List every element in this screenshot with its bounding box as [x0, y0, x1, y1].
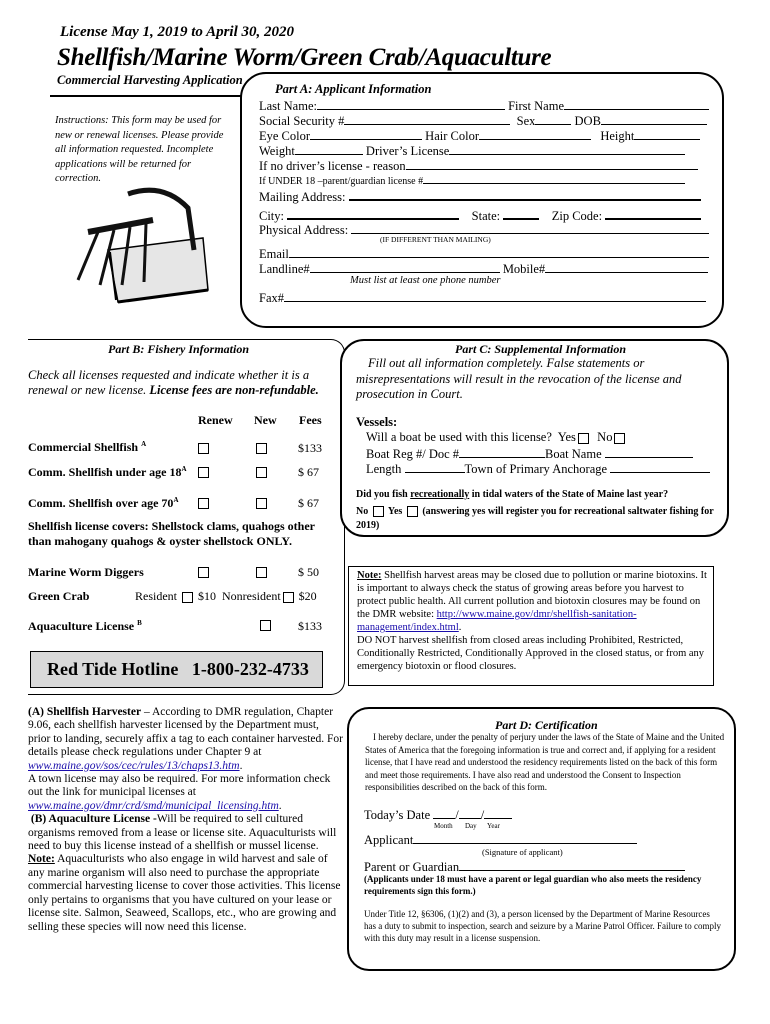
crab-resident-checkbox[interactable] — [182, 592, 193, 603]
eye-hair-row: Eye Color Hair Color Height — [259, 127, 700, 144]
boat-length-row: Length Town of Primary Anchorage — [366, 460, 710, 477]
boat-length-field[interactable] — [405, 460, 465, 473]
guardian-license-field[interactable] — [423, 173, 685, 184]
ssn-field[interactable] — [344, 112, 510, 125]
boat-reg-row: Boat Reg #/ Doc # Boat Name — [366, 445, 693, 462]
guardian-signature-row: Parent or Guardian — [364, 858, 685, 875]
fax-row: Fax# — [259, 289, 706, 306]
physical-row: Physical Address: — [259, 221, 709, 238]
mailing-row: Mailing Address: — [259, 187, 701, 205]
part-c-heading: Part C: Supplemental Information — [455, 342, 627, 356]
email-field[interactable] — [289, 245, 709, 258]
applicant-signature-row: Applicant — [364, 831, 637, 848]
part-b-heading: Part B: Fishery Information — [108, 342, 250, 356]
red-tide-hotline-box — [30, 651, 323, 688]
license-row-over70: Comm. Shellfish over age $70^A$ — [28, 496, 179, 510]
under18-fee: $ 67 — [298, 465, 319, 479]
weight-field[interactable] — [295, 142, 363, 155]
over70-renew-checkbox[interactable] — [198, 498, 209, 509]
aquaculture-fee: $133 — [298, 619, 322, 633]
chapter9-link[interactable]: www.maine.gov/sos/cec/rules/13/chaps13.htm — [28, 759, 240, 772]
license-row-commercial-shellfish: Commercial Shellfish $^A$ — [28, 440, 147, 454]
physical-address-field[interactable] — [351, 221, 709, 234]
municipal-licensing-link[interactable]: www.maine.gov/dmr/crd/smd/municipal_licensing.htm — [28, 799, 279, 812]
worm-fee: $ 50 — [298, 565, 319, 579]
guardian-signature-field[interactable] — [459, 858, 685, 871]
footnotes: (A) Shellfish Harvester – According to DMR regulation, Chapter 9.06, each shellfish harvester licensed by the Department must, prior to landing, securely affix a tag to each container harvested. For details please check regulations under Chapter 9 at www.maine.gov/sos/cec/rules/13/chaps13.htm. A town license may also be required. For more information check out the link for municipal licenses at www.maine.gov/dmr/crd/smd/municipal_licensing.htm. (B) Aquaculture License -Will be required to sell cultured organisms removed from a lease or license site. Aquaculturists will need to buy this license instead of a shellfish or mussel license. Note: Aquaculturists who also engage in wild harvest and sale of any marine organism will also need to purchase the appropriate commercial harvesting license to cover those activities. This license only pertains to organisms that you have cultured on your lease or license site. Salmon, Seaweed, Scallops, etc., who are growing and selling these species will now need this license. — [28, 706, 343, 933]
landline-field[interactable] — [310, 260, 500, 273]
under18-row: If UNDER 18 –parent/guardian license # — [259, 173, 685, 187]
recreational-yes-checkbox[interactable] — [407, 506, 418, 517]
home-port-field[interactable] — [610, 460, 710, 473]
aquaculture-checkbox[interactable] — [260, 620, 271, 631]
closure-note-text: Note: Shellfish harvest areas may be closed due to pollution or marine biotoxins. It is important to always check the status of growing areas before you harvest to protect public health. All current pollution and biotoxin closures may be found on the DMR website: http://www.maine.gov/dmr/shellfish-sanitation-management/index.html. DO NOT harvest shellfish from closed areas including Prohibited, Restricted, Conditionally Restricted, Conditionally Approved in the closed status, or from any emergency biotoxin or flood closures. — [357, 570, 707, 672]
green-crab-options: Resident $10 Nonresident $20 — [135, 589, 317, 603]
license-row-under18: Comm. Shellfish under age $18^A$ — [28, 465, 187, 479]
email-row: Email — [259, 245, 709, 262]
part-a-heading: Part A: Applicant Information — [275, 82, 432, 96]
dmr-website-link[interactable]: http://www.maine.gov/dmr/shellfish-sanitation-management/index.html — [357, 609, 637, 633]
date-month-field[interactable] — [433, 806, 455, 819]
under18-renew-checkbox[interactable] — [198, 467, 209, 478]
license-period: License May 1, 2019 to April 30, 2020 — [60, 24, 295, 40]
no-license-reason-field[interactable] — [406, 157, 698, 170]
signature-caption: (Signature of applicant) — [482, 847, 563, 857]
applicant-signature-field[interactable] — [413, 831, 637, 844]
part-c-intro: Fill out all information completely. False statements or misrepresentations will result in the revocation of the license and prosecution in Court. — [356, 356, 682, 401]
vessels-label: Vessels: — [356, 415, 398, 429]
over70-fee: $ 67 — [298, 496, 319, 510]
over70-new-checkbox[interactable] — [256, 498, 267, 509]
boat-no-checkbox[interactable] — [614, 433, 625, 444]
header-divider — [50, 95, 246, 97]
under18-signature-note: (Applicants under 18 must have a parent or legal guardian who also meets the residency requirements sign this form.) — [364, 874, 702, 896]
commercial-shellfish-renew-checkbox[interactable] — [198, 443, 209, 454]
if-different-note: (IF DIFFERENT THAN MAILING) — [380, 235, 491, 244]
ssn-row: Social Security # Sex DOB — [259, 112, 707, 129]
phone-row: Landline# Mobile# — [259, 260, 708, 277]
worm-renew-checkbox[interactable] — [198, 567, 209, 578]
height-field[interactable] — [634, 127, 700, 140]
last-name-field[interactable] — [317, 97, 505, 110]
red-tide-phone: 1-800-232-4733 — [191, 659, 309, 679]
todays-date-row: Today’s Date / / — [364, 806, 512, 823]
part-b-intro: Check all licenses requested and indicate whether it is a renewal or new license. License fees are non-refundable. — [28, 368, 319, 397]
dob-field[interactable] — [601, 112, 707, 125]
eye-color-field[interactable] — [310, 127, 422, 140]
col-renew: Renew — [198, 413, 233, 427]
city-row: City: State: Zip Code: — [259, 206, 701, 224]
phone-note: Must list at least one phone number — [350, 275, 501, 286]
commercial-shellfish-fee: $133 — [298, 441, 322, 455]
mailing-address-field[interactable] — [349, 187, 701, 201]
under18-new-checkbox[interactable] — [256, 467, 267, 478]
date-month-label: Month — [434, 822, 453, 830]
title12-inspection-note: Under Title 12, §6306, (1)(2) and (3), a person licensed by the Department of Marine Resources has a duty to submit to inspection, search and seizure by a Marine Patrol Officer. Failure to comply with this duty may result in a license suspension. — [364, 909, 721, 943]
green-crab-label: Green Crab — [28, 589, 90, 603]
aquaculture-label: Aquaculture License $^B$ — [28, 619, 142, 633]
mobile-field[interactable] — [545, 260, 708, 273]
state-field[interactable] — [503, 206, 539, 220]
boat-yes-checkbox[interactable] — [578, 433, 589, 444]
weight-row: Weight Driver’s License — [259, 142, 685, 159]
part-d-heading: Part D: Certification — [495, 718, 598, 732]
boat-question-row: Will a boat be used with this license? Yes No — [366, 430, 627, 445]
worm-hoe-illustration — [58, 180, 218, 310]
crab-nonresident-checkbox[interactable] — [283, 592, 294, 603]
no-license-row: If no driver’s license - reason — [259, 157, 698, 174]
recreational-no-checkbox[interactable] — [373, 506, 384, 517]
date-year-label: Year — [487, 822, 500, 830]
date-day-label: Day — [465, 822, 477, 830]
city-field[interactable] — [287, 206, 459, 220]
certification-text: I hereby declare, under the penalty of perjury under the laws of the State of Maine and the United States of America that the foregoing information is true and correct and, if applying for a resident license, that I have read and understood the residency requirements listed on the back of this form and meet those requirements. I have also read and understood the Consent to Inspection responsibilities described on the back of this form. — [365, 732, 725, 792]
col-new: New — [254, 413, 277, 427]
zip-field[interactable] — [605, 206, 701, 220]
boat-name-field[interactable] — [605, 445, 693, 458]
col-fees: Fees — [299, 413, 322, 427]
first-name-field[interactable] — [564, 97, 709, 110]
boat-reg-field[interactable] — [459, 445, 545, 458]
worm-diggers-label: Marine Worm Diggers — [28, 565, 144, 579]
date-year-field[interactable] — [484, 806, 512, 819]
worm-new-checkbox[interactable] — [256, 567, 267, 578]
hair-color-field[interactable] — [479, 127, 591, 140]
last-first-name-row: Last Name: First Name — [259, 97, 709, 114]
date-day-field[interactable] — [459, 806, 481, 819]
sex-field[interactable] — [535, 112, 571, 125]
page-subtitle: Commercial Harvesting Application — [57, 73, 243, 87]
red-tide-label: Red Tide Hotline — [47, 659, 179, 679]
page-title: Shellfish/Marine Worm/Green Crab/Aquaculture — [57, 44, 552, 71]
recreational-question: Did you fish recreationally in tidal waters of the State of Maine last year? — [356, 489, 669, 500]
fax-field[interactable] — [284, 289, 706, 302]
instructions-text: Instructions: This form may be used for new or renewal licenses. Please provide all information requested. Incomplete applications will be returned for correction. — [55, 115, 224, 184]
commercial-shellfish-new-checkbox[interactable] — [256, 443, 267, 454]
drivers-license-field[interactable] — [449, 142, 685, 155]
shellfish-covers-note: Shellfish license covers: Shellstock clams, quahogs other than mahogany quahogs & oyster shellstock ONLY. — [28, 519, 315, 548]
recreational-answer: No Yes (answering yes will register you for recreational saltwater fishing for 2019) — [356, 506, 714, 531]
